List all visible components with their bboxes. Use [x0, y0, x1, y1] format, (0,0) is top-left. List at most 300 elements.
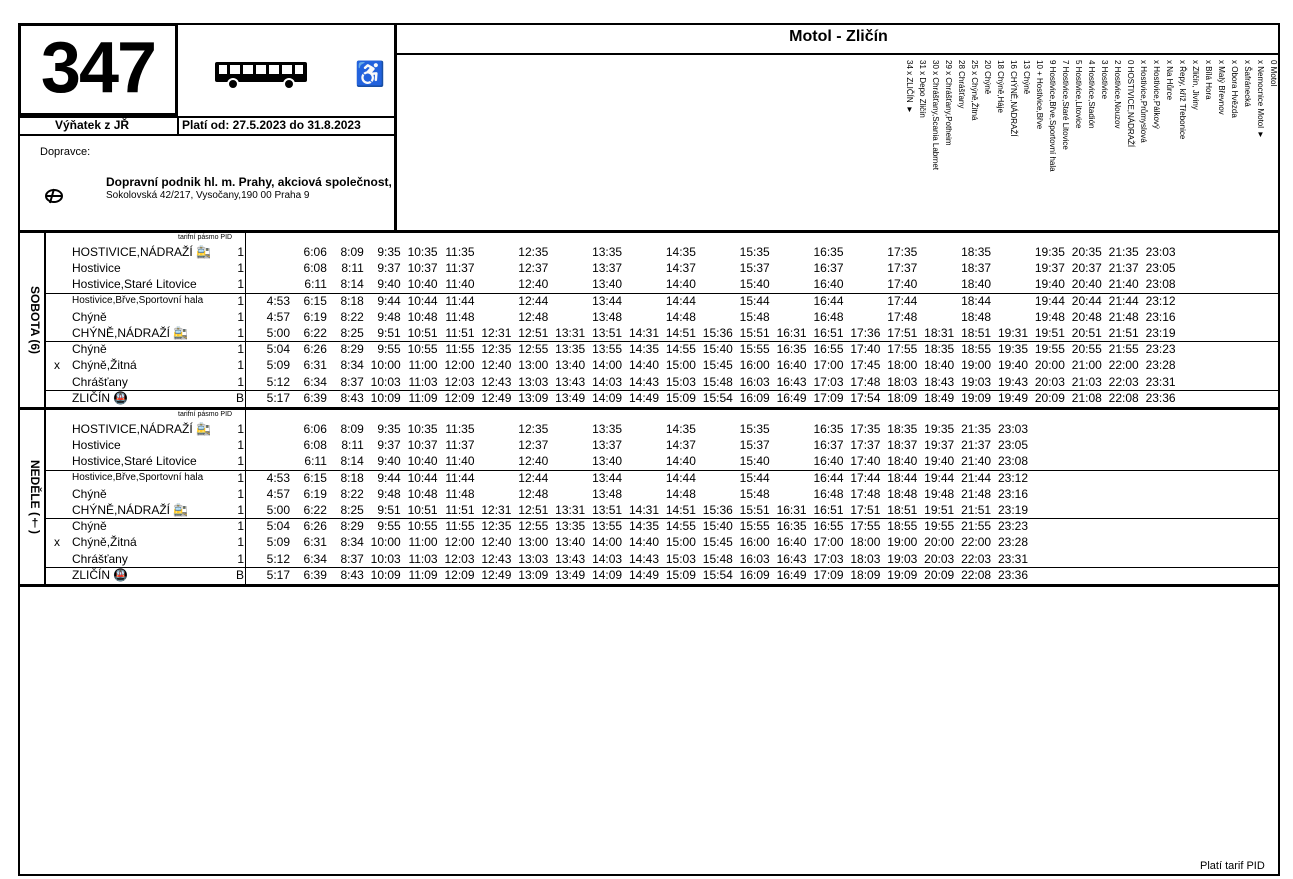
departure-time: 6:31 [303, 535, 327, 550]
departure-time: 6:22 [303, 503, 327, 517]
departure-time: 10:48 [407, 486, 438, 501]
departure-time: 21:48 [1108, 309, 1139, 324]
departure-time: 19:09 [887, 567, 918, 582]
departure-time: 12:09 [444, 567, 475, 582]
departure-time: 9:37 [377, 438, 401, 453]
departure-time: 6:19 [303, 309, 327, 324]
departure-time: 8:09 [340, 245, 364, 259]
departure-time: 12:00 [444, 358, 475, 373]
route-stop-label: 25 x Chýně,Žitná [970, 60, 979, 121]
departure-time: 8:43 [340, 390, 364, 405]
departure-time: 8:14 [340, 454, 364, 469]
day-label: NEDĚLE (†) [28, 460, 42, 534]
departure-time: 17:44 [850, 470, 881, 485]
departure-time: 4:53 [266, 470, 290, 485]
departure-time: 15:55 [739, 342, 770, 357]
departure-time: 18:44 [887, 470, 918, 485]
departure-time: 18:51 [961, 326, 992, 340]
departure-time: 13:43 [555, 551, 586, 566]
departure-time: 23:16 [997, 486, 1028, 501]
departure-time: 12:35 [518, 245, 549, 259]
route-stop-label: x Na Hůrce [1165, 60, 1174, 101]
route-stop-header [1099, 60, 1109, 230]
departure-time: 15:45 [702, 535, 733, 550]
tariff-zone: 1 [237, 326, 244, 340]
departure-time: 18:03 [887, 374, 918, 389]
departure-time: 17:48 [850, 374, 881, 389]
departure-time: 9:55 [377, 342, 401, 357]
route-stop-label: 20 Chýně [983, 60, 992, 95]
table-row [44, 374, 1280, 390]
departure-time: 8:11 [341, 261, 364, 276]
departure-time: 5:12 [266, 374, 290, 389]
departure-time: 18:35 [961, 245, 992, 259]
bus-icon [213, 58, 309, 90]
departure-time: 19:00 [887, 535, 918, 550]
departure-time: 9:48 [377, 486, 401, 501]
departure-time: 12:40 [518, 454, 549, 469]
route-stop-header [904, 60, 914, 230]
route-stop-label: 18 Chýně,Háje [996, 60, 1005, 113]
departure-time: 19:49 [997, 390, 1028, 405]
departure-time: 21:08 [1071, 390, 1102, 405]
departure-time: 16:37 [813, 261, 844, 276]
departure-time: 17:03 [813, 374, 844, 389]
departure-time: 6:31 [303, 358, 327, 373]
departure-time: 10:35 [407, 422, 438, 436]
departure-time: 21:03 [1071, 374, 1102, 389]
departure-time: 11:00 [408, 358, 438, 373]
departure-time: 6:06 [303, 422, 327, 436]
departure-time: 14:49 [628, 567, 659, 582]
departure-time: 20:03 [1034, 374, 1065, 389]
departure-time: 15:44 [739, 293, 770, 308]
departure-time: 15:35 [739, 245, 770, 259]
departure-time: 17:55 [887, 342, 918, 357]
departure-time: 6:34 [303, 374, 327, 389]
zone-column-rule [245, 233, 246, 407]
route-stop-header [930, 60, 940, 230]
stop-name: Hostivice [72, 438, 121, 453]
departure-time: 23:23 [1145, 342, 1176, 357]
departure-time: 19:44 [1034, 293, 1065, 308]
tariff-zone: B [235, 567, 244, 582]
departure-time: 15:40 [702, 519, 733, 534]
departure-time: 11:44 [445, 470, 475, 485]
departure-time: 13:35 [555, 342, 586, 357]
departure-time: 5:17 [266, 567, 290, 582]
departure-time: 6:06 [303, 245, 327, 259]
tariff-zone: 1 [237, 309, 244, 324]
departure-time: 11:37 [445, 438, 475, 453]
departure-time: 11:44 [445, 293, 475, 308]
table-row [44, 453, 1280, 469]
departure-time: 21:35 [1108, 245, 1139, 259]
departure-time: 18:51 [887, 503, 918, 517]
departure-time: 15:03 [665, 551, 696, 566]
departure-time: 6:39 [303, 567, 327, 582]
departure-time: 16:35 [813, 245, 844, 259]
departure-time: 23:03 [997, 422, 1028, 436]
day-section-divider [18, 407, 1280, 410]
departure-time: 5:04 [266, 342, 290, 357]
departure-time: 15:48 [739, 309, 770, 324]
departure-time: 20:44 [1071, 293, 1102, 308]
departure-time: 15:55 [739, 519, 770, 534]
table-row [44, 502, 1280, 518]
departure-time: 23:12 [1145, 293, 1176, 308]
departure-time: 11:03 [408, 551, 438, 566]
departure-time: 23:03 [1145, 245, 1176, 259]
day-column-rule [44, 410, 46, 584]
departure-time: 23:28 [997, 535, 1028, 550]
stop-name: Chýně [72, 342, 107, 357]
departure-time: 13:09 [518, 390, 549, 405]
departure-time: 13:48 [592, 486, 623, 501]
route-stop-label: x Řepy, kříž Třebonice [1178, 60, 1187, 140]
carrier-address: Sokolovská 42/217, Vysočany,190 00 Praha 9 [106, 190, 310, 201]
route-stop-header [1034, 60, 1044, 230]
route-stop-label: x Malý Břevnov [1217, 60, 1226, 115]
validity-label: Platí od: 27.5.2023 do 31.8.2023 [182, 118, 361, 132]
departure-time: 19:55 [1034, 342, 1065, 357]
departure-time: 16:44 [813, 293, 844, 308]
departure-time: 17:54 [850, 390, 881, 405]
departure-time: 17:03 [813, 551, 844, 566]
departure-time: 8:34 [340, 358, 364, 373]
departure-time: 14:35 [665, 422, 696, 436]
departure-time: 12:48 [518, 309, 549, 324]
departure-time: 15:00 [665, 358, 696, 373]
departure-time: 18:09 [887, 390, 918, 405]
departure-time: 19:51 [1034, 326, 1065, 340]
route-stop-label: x Obora Hvězda [1230, 60, 1239, 118]
departure-time: 13:35 [592, 422, 623, 436]
departure-time: 8:34 [340, 535, 364, 550]
tariff-zone: 1 [237, 503, 244, 517]
departure-time: 17:48 [887, 309, 918, 324]
departure-time: 12:35 [518, 422, 549, 436]
departure-time: 13:44 [592, 470, 623, 485]
tariff-zone-header: tarifní pásmo PID [178, 234, 233, 241]
departure-time: 18:00 [887, 358, 918, 373]
departure-time: 12:49 [481, 567, 512, 582]
departure-time: 19:00 [961, 358, 992, 373]
route-stop-label: 31 x Depo Zličín [918, 60, 927, 118]
extract-label: Výňatek z JŘ [55, 118, 130, 132]
day-column-rule [44, 233, 46, 407]
table-row [44, 309, 1280, 325]
departure-time: 19:44 [924, 470, 955, 485]
departure-time: 17:40 [850, 454, 881, 469]
table-row [44, 260, 1280, 276]
route-stop-label: 28 Chrášťany [957, 60, 966, 109]
zone-column-rule [245, 410, 246, 584]
departure-time: 13:40 [592, 454, 623, 469]
departure-time: 8:11 [341, 438, 364, 453]
departure-time: 5:12 [266, 551, 290, 566]
tariff-zone-header: tarifní pásmo PID [178, 411, 233, 418]
departure-time: 13:37 [592, 261, 623, 276]
departure-time: 21:51 [1108, 326, 1139, 340]
departure-time: 17:00 [813, 535, 844, 550]
departure-time: 13:03 [518, 551, 549, 566]
departure-time: 14:37 [665, 261, 696, 276]
departure-time: 14:40 [665, 454, 696, 469]
stop-name: HOSTIVICE,NÁDRAŽÍ 🚉 [72, 422, 211, 436]
departure-time: 9:40 [377, 454, 401, 469]
departure-time: 14:55 [665, 519, 696, 534]
table-row [44, 276, 1280, 292]
departure-time: 11:37 [445, 261, 475, 276]
departure-time: 14:40 [628, 535, 659, 550]
departure-time: 21:35 [961, 422, 992, 436]
route-stop-header [1216, 60, 1226, 230]
departure-time: 12:31 [481, 503, 512, 517]
departure-time: 18:37 [887, 438, 918, 453]
departure-time: 12:44 [518, 470, 549, 485]
departure-time: 15:37 [739, 261, 770, 276]
tariff-zone: 1 [237, 374, 244, 389]
route-stop-label: 4 Hostivice,Stadión [1087, 60, 1096, 129]
route-stop-header [1255, 60, 1265, 230]
departure-time: 17:09 [813, 567, 844, 582]
departure-time: 16:03 [739, 374, 770, 389]
route-stop-header [982, 60, 992, 230]
departure-time: 10:09 [370, 567, 401, 582]
tariff-zone: B [235, 390, 244, 405]
wheelchair-icon: ♿ [355, 61, 385, 88]
departure-time: 9:48 [377, 309, 401, 324]
departure-time: 19:43 [997, 374, 1028, 389]
departure-time: 4:57 [266, 486, 290, 501]
departure-time: 10:51 [407, 503, 438, 517]
departure-time: 16:40 [813, 277, 844, 292]
tariff-zone: 1 [237, 261, 244, 276]
departure-time: 12:49 [481, 390, 512, 405]
departure-time: 14:44 [665, 293, 696, 308]
departure-time: 23:36 [997, 567, 1028, 582]
departure-time: 18:35 [924, 342, 955, 357]
departure-time: 15:51 [739, 326, 770, 340]
stop-name: Chýně [72, 309, 107, 324]
departure-time: 16:55 [813, 342, 844, 357]
departure-time: 17:45 [850, 358, 881, 373]
departure-time: 15:03 [665, 374, 696, 389]
departure-time: 13:49 [555, 390, 586, 405]
route-stop-header [1229, 60, 1239, 230]
departure-time: 14:35 [628, 519, 659, 534]
route-stop-label: x Hostivice,Pálkový [1152, 60, 1161, 129]
departure-time: 8:14 [340, 277, 364, 292]
stop-name: CHÝNĚ,NÁDRAŽÍ 🚉 [72, 503, 189, 517]
departure-time: 15:54 [702, 567, 733, 582]
tariff-zone: 1 [237, 470, 244, 485]
departure-time: 11:03 [408, 374, 438, 389]
route-stop-header [917, 60, 927, 230]
departure-time: 16:55 [813, 519, 844, 534]
departure-time: 20:00 [1034, 358, 1065, 373]
departure-time: 20:35 [1071, 245, 1102, 259]
departure-time: 15:51 [739, 503, 770, 517]
route-stop-label: 29 x Chrášťany,Potheim [944, 60, 953, 146]
departure-time: 8:18 [340, 470, 364, 485]
departure-time: 18:00 [850, 535, 881, 550]
table-row [44, 534, 1280, 550]
departure-time: 9:40 [377, 277, 401, 292]
route-stop-header [1073, 60, 1083, 230]
route-stop-label: x Šafránecká [1243, 60, 1252, 107]
departure-time: 18:31 [924, 326, 955, 340]
departure-time: 6:26 [303, 519, 327, 534]
route-stop-header [1164, 60, 1174, 230]
departure-time: 14:44 [665, 470, 696, 485]
departure-time: 10:55 [407, 342, 438, 357]
departure-time: 14:00 [592, 358, 623, 373]
route-stop-header [1125, 60, 1135, 230]
departure-time: 23:28 [1145, 358, 1176, 373]
route-stop-header [1203, 60, 1213, 230]
departure-time: 17:40 [850, 342, 881, 357]
departure-time: 12:55 [518, 519, 549, 534]
departure-time: 10:40 [407, 277, 438, 292]
departure-time: 10:37 [407, 438, 438, 453]
departure-time: 10:55 [407, 519, 438, 534]
route-stop-header [943, 60, 953, 230]
tariff-zone: 1 [237, 342, 244, 357]
route-stop-header [1008, 60, 1018, 230]
departure-time: 23:08 [1145, 277, 1176, 292]
table-row [44, 390, 1280, 406]
departure-time: 13:44 [592, 293, 623, 308]
route-stop-label: 10 + Hostivice,Břve [1035, 60, 1044, 130]
departure-time: 19:35 [924, 422, 955, 436]
stop-name: Hostivice,Břve,Sportovní hala [72, 471, 204, 483]
departure-time: 15:35 [739, 422, 770, 436]
stop-name: Hostivice,Břve,Sportovní hala [72, 294, 204, 306]
route-stop-label: 2 Hostivice,Nouzov [1113, 60, 1122, 129]
route-stop-header [1268, 60, 1278, 230]
departure-time: 6:11 [304, 454, 327, 469]
departure-time: 19:37 [924, 438, 955, 453]
table-row [44, 421, 1280, 437]
departure-time: 10:09 [370, 390, 401, 405]
departure-time: 19:03 [887, 551, 918, 566]
table-row [44, 341, 1280, 357]
departure-time: 18:44 [961, 293, 992, 308]
departure-time: 16:49 [776, 567, 807, 582]
table-row [44, 518, 1280, 534]
route-stop-label: 3 Hostivice [1100, 60, 1109, 100]
departure-time: 9:35 [377, 422, 401, 436]
carrier-name: Dopravní podnik hl. m. Prahy, akciová společnost, [106, 175, 392, 189]
stop-name: Chrášťany [72, 374, 128, 389]
tariff-note: Platí tarif PID [1200, 860, 1265, 872]
route-stop-header [1151, 60, 1161, 230]
table-row [44, 357, 1280, 373]
route-stop-label: 0 HOSTIVICE,NÁDRAŽÍ [1126, 60, 1135, 148]
departure-time: 13:49 [555, 567, 586, 582]
stop-name: Hostivice,Staré Litovice [72, 454, 197, 469]
departure-time: 18:48 [961, 309, 992, 324]
departure-time: 22:00 [1108, 358, 1139, 373]
departure-time: 5:17 [266, 390, 290, 405]
departure-time: 21:37 [1108, 261, 1139, 276]
departure-time: 18:37 [961, 261, 992, 276]
departure-time: 12:37 [518, 438, 549, 453]
departure-time: 20:51 [1071, 326, 1102, 340]
departure-time: 20:48 [1071, 309, 1102, 324]
departure-time: 19:55 [924, 519, 955, 534]
departure-time: 14:43 [628, 374, 659, 389]
departure-time: 12:35 [481, 519, 512, 534]
departure-time: 16:35 [776, 342, 807, 357]
departure-time: 13:55 [592, 342, 623, 357]
departure-time: 6:26 [303, 342, 327, 357]
departure-time: 8:29 [340, 519, 364, 534]
stop-name: Hostivice [72, 261, 121, 276]
table-row [44, 486, 1280, 502]
departure-time: 8:18 [340, 293, 364, 308]
departure-time: 21:48 [961, 486, 992, 501]
route-stop-header [1177, 60, 1187, 230]
departure-time: 19:48 [1034, 309, 1065, 324]
departure-time: 15:09 [665, 390, 696, 405]
departure-time: 12:43 [481, 374, 512, 389]
route-stop-header [969, 60, 979, 230]
departure-time: 12:55 [518, 342, 549, 357]
departure-time: 11:00 [408, 535, 438, 550]
tariff-zone: 1 [237, 519, 244, 534]
departure-time: 14:51 [665, 503, 696, 517]
departure-time: 13:43 [555, 374, 586, 389]
departure-time: 16:49 [776, 390, 807, 405]
departure-time: 19:51 [924, 503, 955, 517]
departure-time: 5:04 [266, 519, 290, 534]
departure-time: 5:09 [266, 358, 290, 373]
departure-time: 15:00 [665, 535, 696, 550]
line-number: 347 [40, 28, 156, 108]
tariff-zone: 1 [237, 535, 244, 550]
departure-time: 14:31 [628, 326, 659, 340]
departure-time: 18:55 [961, 342, 992, 357]
day-section-divider [18, 584, 1280, 587]
route-stop-header [1242, 60, 1252, 230]
departure-time: 10:44 [407, 470, 438, 485]
route-stop-label: 16 CHÝNĚ,NÁDRAŽÍ [1009, 60, 1018, 137]
route-stop-header [1021, 60, 1031, 230]
departure-time: 14:51 [665, 326, 696, 340]
departure-time: 10:48 [407, 309, 438, 324]
departure-time: 18:49 [924, 390, 955, 405]
route-stop-header [995, 60, 1005, 230]
departure-time: 21:51 [961, 503, 992, 517]
departure-time: 9:35 [377, 245, 401, 259]
departure-time: 18:40 [924, 358, 955, 373]
departure-time: 18:48 [887, 486, 918, 501]
departure-time: 16:40 [813, 454, 844, 469]
departure-time: 22:08 [1108, 390, 1139, 405]
route-stop-header [1047, 60, 1057, 230]
departure-time: 17:51 [887, 326, 918, 340]
departure-time: 11:55 [445, 342, 475, 357]
departure-time: 6:34 [303, 551, 327, 566]
departure-time: 8:29 [340, 342, 364, 357]
stop-name: ZLIČÍN 🚇 [72, 567, 129, 582]
departure-time: 21:44 [961, 470, 992, 485]
departure-time: 18:35 [887, 422, 918, 436]
departure-time: 16:51 [813, 503, 844, 517]
